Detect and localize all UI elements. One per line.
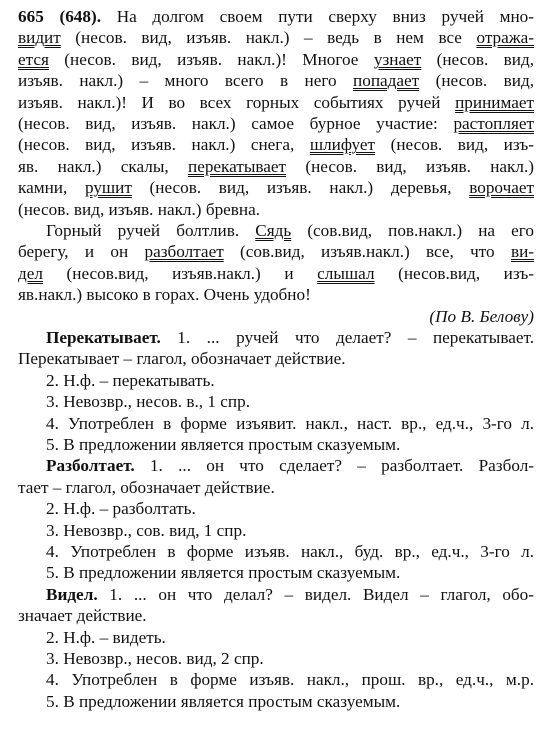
paragraph1-line (18, 70, 534, 91)
text-run: (несов.вид, изъяв.накл.) и (42, 263, 318, 283)
text-run: (сов.вид, изъяв.накл.) все, что (223, 242, 511, 262)
underlined-verb: шлифует (309, 135, 376, 155)
analysis-line (46, 562, 534, 583)
text-run: тает – глагол, обозначает действие. (18, 477, 275, 497)
text-run: (несов. вид, изъяв. накл.) снега, (18, 135, 310, 155)
bold-term: Видел. (46, 584, 98, 604)
underlined-verb: видит (18, 28, 61, 48)
text-run: 1. ... ручей что делает? – перекатывает. (160, 328, 534, 347)
text-run: 4. Употреблен в форме изъяв. накл., буд. вр., ед.ч., 3-го л. (46, 542, 534, 561)
analysis-line (18, 477, 534, 498)
underlined-verb: перекатывает (188, 156, 287, 176)
underlined-verb: отража- (476, 28, 534, 48)
text-run: (несов. вид, изъяв. накл.) самое бурное участие: (18, 114, 454, 133)
text-run: 2. Н.ф. – видеть. (46, 627, 166, 647)
analysis-line (46, 691, 534, 712)
underlined-verb: ви- (510, 242, 535, 262)
text-run: 5. В предложении является простым сказуемым. (46, 435, 401, 454)
analysis-line (46, 520, 534, 541)
analysis-line (46, 648, 534, 669)
attribution: (По В. Белову) (429, 306, 534, 326)
paragraph1-line (18, 199, 534, 220)
underlined-verb: попадает (353, 71, 420, 91)
bold-term: Перекатывает. (46, 328, 161, 347)
underlined-verb: слышал (317, 263, 375, 283)
text-run: (несов. вид, изъяв. накл.) бревна. (18, 199, 261, 219)
underlined-verb: дел (18, 263, 43, 283)
analysis-line (18, 605, 534, 626)
analysis-line (46, 627, 534, 648)
text-run: На долгом своем пути сверху вниз ручей мно- (101, 7, 534, 26)
text-run: изъяв. накл.) – много всего в него (18, 71, 354, 91)
text-run: 3. Невозвр., несов. вид, 2 спр. (46, 649, 264, 668)
bold-term: 665 (648). (18, 7, 101, 26)
analysis-line (46, 669, 534, 690)
text-run: Перекатывает – глагол, обозначает действие. (18, 349, 346, 369)
text-run: 3. Невозвр., несов. в., 1 спр. (46, 392, 251, 412)
text-run: (сов.вид, пов.накл.) на его (291, 221, 534, 240)
analysis-line (46, 455, 534, 476)
text-run: 2. Н.ф. – разболтать. (46, 499, 196, 519)
text-run: значает действие. (18, 606, 147, 626)
paragraph1-line (18, 113, 534, 134)
text-run: берегу, и он (18, 242, 145, 262)
text-run: 4. Употреблен в форме изъяв. накл., прош. вр., ед.ч., м.р. (46, 670, 534, 690)
text-run: (несов. вид, (419, 71, 535, 91)
analysis-line (46, 584, 534, 605)
text-run: 5. В предложении является простым сказуемым. (46, 691, 401, 711)
text-run: яв.накл.) высоко в горах. Очень удобно! (18, 285, 311, 305)
underlined-verb: узнает (373, 49, 422, 69)
underlined-verb: рушит (84, 178, 132, 198)
paragraph2-line (46, 220, 534, 241)
analysis-line (46, 498, 534, 519)
analysis-line (46, 434, 534, 455)
underlined-verb: ется (18, 49, 49, 69)
paragraph1-line (18, 134, 534, 155)
paragraph2-line (18, 241, 534, 262)
text-run: 5. В предложении является простым сказуемым. (46, 563, 401, 583)
paragraph1-line (18, 177, 534, 198)
text-run: 1. ... он что делал? – видел. Видел – глагол, обо- (97, 584, 534, 604)
text-run: яв. накл.) скалы, (18, 156, 188, 176)
paragraph2-line (18, 263, 534, 284)
analysis-line (46, 413, 534, 434)
text-run: (несов. вид, изъяв. накл.) деревья, (131, 178, 470, 198)
paragraph1-line (18, 92, 534, 113)
paragraph2-line (18, 284, 534, 305)
paragraph1-line (18, 49, 534, 70)
text-run: (несов.вид, изъ- (374, 263, 534, 283)
underlined-verb: принимает (455, 92, 534, 112)
text-run: (несов. вид, изъяв. накл.) (286, 156, 534, 176)
underlined-verb: растопляет (453, 114, 534, 133)
text-run: 1. ... он что сделает? – разболтает. Разбол- (134, 456, 534, 476)
text-run: 4. Употреблен в форме изъявит. накл., наст. вр., ед.ч., 3-го л. (46, 413, 534, 433)
underlined-verb: Сядь (255, 221, 292, 240)
analysis-line (18, 348, 534, 369)
paragraph1-line (18, 27, 534, 48)
bold-term: Разболтает. (46, 456, 135, 476)
text-run: камни, (18, 178, 85, 198)
text-run: (несов. вид, изъяв. накл.) – ведь в нем все (60, 28, 477, 48)
underlined-verb: ворочает (469, 178, 534, 198)
text-run: изъяв. накл.)! И во всех горных событиях ручей (18, 92, 456, 112)
analysis-line (46, 327, 534, 348)
text-run: (несов. вид, изъ- (375, 135, 534, 155)
text-run: 2. Н.ф. – перекатывать. (46, 370, 215, 390)
text-run: Горный ручей болтлив. (46, 221, 256, 240)
analysis-line (46, 391, 534, 412)
analysis-line (46, 370, 534, 391)
analysis-line (46, 541, 534, 562)
text-run: (несов. вид, (421, 49, 535, 69)
paragraph1-line (18, 6, 534, 27)
text-run: (несов. вид, изъяв. накл.)! Многое (48, 49, 374, 69)
underlined-verb: разболтает (144, 242, 224, 262)
paragraph1-line (18, 156, 534, 177)
text-run: 3. Невозвр., сов. вид, 1 спр. (46, 520, 247, 540)
